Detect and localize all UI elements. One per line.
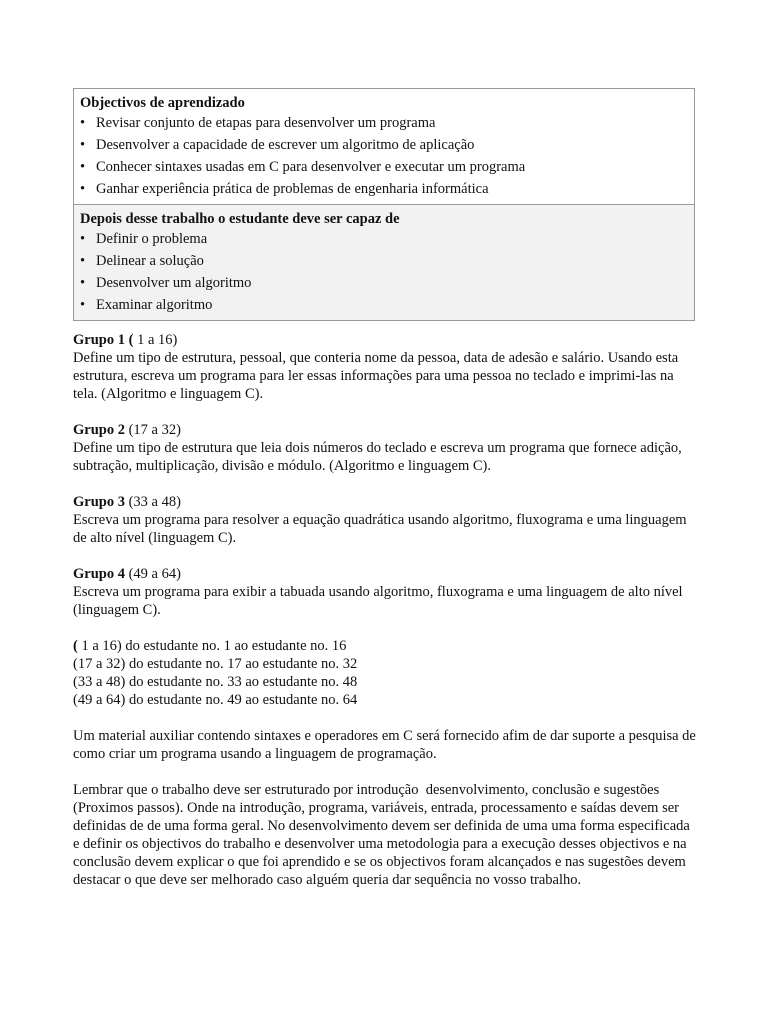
range-line	[73, 637, 698, 655]
range-line	[73, 691, 698, 709]
group-range: (49 a 64)	[124, 566, 181, 582]
range-line	[73, 655, 698, 673]
list-item	[80, 250, 688, 272]
learning-objectives-title: Objectivos de aprendizado	[80, 95, 245, 111]
list-item-text: Revisar conjunto de etapas para desenvolver um programa	[96, 115, 436, 131]
objectives-table	[73, 88, 695, 321]
bullet-icon: •	[80, 275, 86, 291]
list-item	[80, 272, 688, 294]
list-item-text: Ganhar experiência prática de problemas de engenharia informática	[96, 181, 489, 197]
group-range: (33 a 48)	[124, 494, 181, 510]
list-item-text: Conhecer sintaxes usadas em C para desenvolver e executar um programa	[96, 159, 526, 175]
group-4-block	[73, 565, 698, 619]
structure-note: Lembrar que o trabalho deve ser estruturado por introdução desenvolvimento, conclusão e sugestões (Proximos passos). Onde na introdução, programa, variáveis, entrada, processamento e saídas devem ser definidas de de uma forma geral. No desenvolvimento devem ser definida de uma uma forma especificada e definir os objectivos do trabalho e desenvolver uma metodologia para a execução desses objectivos e na conclusão devem explicar o que foi aprendido e se os objectivos foram alcançados e nas sugestões devem destacar o que deve ser melhorado caso alguém queria dar sequência no vosso trabalho.	[73, 782, 694, 888]
bullet-icon: •	[80, 231, 86, 247]
range-line	[73, 673, 698, 691]
list-item-text: Delinear a solução	[96, 253, 204, 269]
list-item	[80, 112, 688, 134]
list-item	[80, 156, 688, 178]
list-item-text: Desenvolver a capacidade de escrever um algoritmo de aplicação	[96, 137, 475, 153]
group-heading	[73, 565, 698, 583]
range-text: 1 a 16) do estudante no. 1 ao estudante no. 16	[77, 638, 347, 654]
list-item-text: Desenvolver um algoritmo	[96, 275, 252, 291]
group-1-block	[73, 331, 698, 403]
group-name: Grupo 1	[73, 332, 125, 348]
group-name: Grupo 3	[73, 494, 125, 510]
group-range: 1 a 16)	[133, 332, 178, 348]
list-item	[80, 178, 688, 200]
list-item-text: Examinar algoritmo	[96, 297, 213, 313]
list-item	[80, 134, 688, 156]
outcomes-section	[74, 204, 694, 320]
learning-objectives-list	[80, 112, 688, 200]
student-ranges	[73, 637, 698, 709]
learning-objectives-section	[74, 89, 694, 204]
group-description: Define um tipo de estrutura que leia dois números do teclado e escreva um programa que fornece adição, subtração, multiplicação, divisão e módulo. (Algoritmo e linguagem C).	[73, 440, 682, 474]
list-item-text: Definir o problema	[96, 231, 208, 247]
group-description: Escreva um programa para resolver a equação quadrática usando algoritmo, fluxograma e uma linguagem de alto nível (linguagem C).	[73, 512, 687, 546]
group-3-block	[73, 493, 698, 547]
bullet-icon: •	[80, 181, 86, 197]
list-item	[80, 228, 688, 250]
bullet-icon: •	[80, 115, 86, 131]
group-description: Escreva um programa para exibir a tabuada usando algoritmo, fluxograma e uma linguagem de alto nível (linguagem C).	[73, 584, 683, 618]
group-name: Grupo 4	[73, 566, 125, 582]
outcomes-list	[80, 228, 688, 316]
auxiliary-note: Um material auxiliar contendo sintaxes e operadores em C será fornecido afim de dar suporte a pesquisa de como criar um programa usando a linguagem de programação.	[73, 728, 696, 762]
bullet-icon: •	[80, 253, 86, 269]
document-body	[73, 331, 698, 907]
group-heading	[73, 493, 698, 511]
group-heading	[73, 331, 698, 349]
group-heading	[73, 421, 698, 439]
group-name: Grupo 2	[73, 422, 125, 438]
bullet-icon: •	[80, 297, 86, 313]
group-2-block	[73, 421, 698, 475]
range-text: (17 a 32) do estudante no. 17 ao estudante no. 32	[73, 656, 358, 672]
group-range: (17 a 32)	[124, 422, 181, 438]
group-description: Define um tipo de estrutura, pessoal, que conteria nome da pessoa, data de adesão e salário. Usando esta estrutura, escreva um programa para ler essas informações para uma pessoa no teclado e imprimi-las na tela. (Algoritmo e linguagem C).	[73, 350, 679, 402]
list-item	[80, 294, 688, 316]
range-text: (49 a 64) do estudante no. 49 ao estudante no. 64	[73, 692, 358, 708]
range-paren: (	[73, 638, 78, 654]
group-range-paren: (	[128, 332, 134, 348]
structure-note-block	[73, 781, 698, 889]
range-text: (33 a 48) do estudante no. 33 ao estudante no. 48	[73, 674, 358, 690]
bullet-icon: •	[80, 159, 86, 175]
bullet-icon: •	[80, 137, 86, 153]
auxiliary-note-block	[73, 727, 698, 763]
outcomes-title: Depois desse trabalho o estudante deve ser capaz de	[80, 211, 400, 227]
